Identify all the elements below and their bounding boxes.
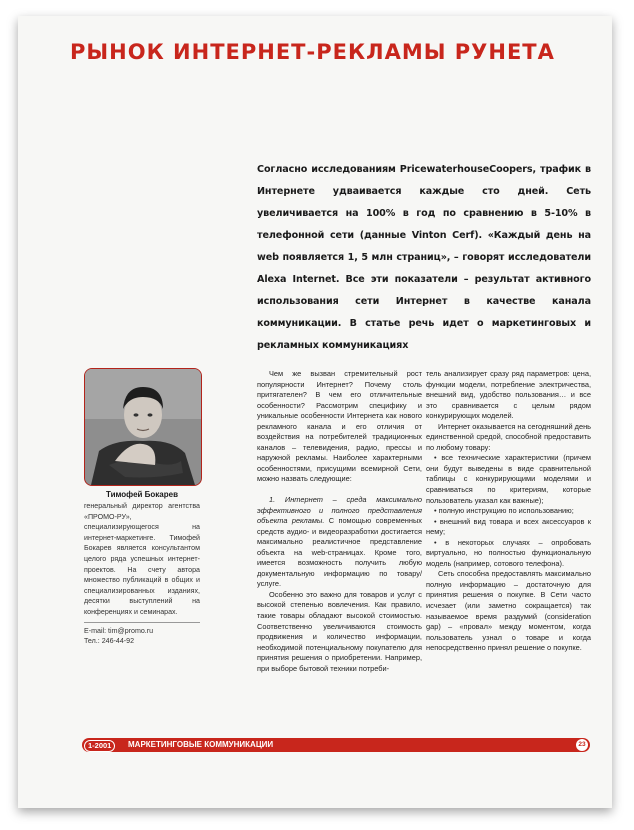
author-box xyxy=(84,490,200,647)
column2-paragraph-2: Интернет оказывается на сегодняшний день единственной средой, способной предоставить по любому товару: xyxy=(426,421,592,452)
author-name: Тимофей Бокарев xyxy=(105,490,179,499)
column2-paragraph-3: Сеть способна предоставлять максимально полную информацию – достаточную для принятия решения о покупке. В Сети часто исчезает (или заметно сокращается) так называемое время раздумий (consideration gap) – «провал» между моментом, когда пользователь узнал о товаре и когда непосредственно принял решение о покупке. xyxy=(426,569,591,653)
column1-paragraph-2 xyxy=(257,495,422,590)
author-divider xyxy=(84,622,200,623)
column2-bullet-3: • внешний вид товара и всех аксессуаров к нему; xyxy=(426,516,591,537)
column1-paragraph-3: Особенно это важно для товаров и услуг с высокой степенью вовлечения. Как правило, такие товары обладают высокой стоимостью. Соответственно увеличиваются стоимость продвижения и количество информации, необходимой потенциальному покупателю для принятия решения о приобретении. Например, при выборе бытовой техники потреби- xyxy=(257,589,422,673)
article-title: РЫНОК ИНТЕРНЕТ-РЕКЛАМЫ РУНЕТА xyxy=(70,40,555,64)
column2-bullet-1: • все технические характеристики (причем они будут выведены в виде сравнительной таблицы с конкурирующими моделями и сравниваться по критериям, которые пользователь указал как важные); xyxy=(426,453,591,505)
magazine-name: МАРКЕТИНГОВЫЕ КОММУНИКАЦИИ xyxy=(128,740,274,749)
column1-paragraph-1: Чем же вызван стремительный рост популярности Интернет? Почему столь притягателен? В чем его отличительные особенности? Рассмотрим специфику и уникальные особенности Интернета как нового рекламного канала и его отличия от воздействия на потребителей традиционных каналов – телевидения, радио, прессы и наружной рекламы. Наиболее характерными особенностями, присущими всемирной Сети, можно назвать следующие: xyxy=(257,369,422,484)
page-number: 23 xyxy=(576,739,588,751)
author-photo xyxy=(84,368,202,486)
article-column-1 xyxy=(257,369,422,674)
page-footer xyxy=(82,738,590,752)
article-lead: Согласно исследованиям PricewaterhouseCoopers, трафик в Интернете удваивается каждые сто дней. Сеть увеличивается на 100% в год по сравнению в 5-10% в телефонной сети (данные Vinton Cerf). «Каждый день на web появляется 1, 5 млн страниц», – говорят исследователи Alexa Internet. Все эти показатели – результат активного использования сети Интернет в качестве канала коммуникации. В статье речь идет о маркетинговых и рекламных коммуникациях xyxy=(257,164,591,351)
author-phone: Тел.: 246-44-92 xyxy=(84,637,135,646)
author-bio: генеральный директор агентства «ПРОМО-РУ», специализирующегося на интернет-маркетинге. Тимофей Бокарев является консультантом целого ряда успешных интернет-проектов. На счету автора множество публикаций в общих и специализированных изданиях, десятки выступлений на конференциях и семинарах. xyxy=(84,502,200,616)
issue-badge: 1-2001 xyxy=(84,740,115,752)
column2-paragraph-1: тель анализирует сразу ряд параметров: цена, функции модели, потребление электричества, внешний вид, удобство пользования… и все это сравнивается с целым рядом конкурирующих моделей. xyxy=(426,369,591,421)
column1-paragraph-2-lead: 1. Интернет – среда максимально эффективного и полного представления объекта рекламы. xyxy=(257,495,422,526)
author-email[interactable]: E-mail: tim@promo.ru xyxy=(84,626,154,635)
column2-bullet-2: • полную инструкцию по использованию; xyxy=(434,506,574,516)
column2-bullet-4: • в некоторых случаях – опробовать виртуально, но полностью функциональную модель (например, сотового телефона). xyxy=(426,537,591,568)
column1-paragraph-2-body: С помощью современных средств аудио- и видеоразработки достигается максимально реалистичное представление объекта на web-страницах. Кроме того, имеется возможность получить любую документальную информацию по товару/услуге. xyxy=(257,516,422,589)
article-column-2 xyxy=(426,369,591,654)
magazine-page xyxy=(18,16,612,808)
